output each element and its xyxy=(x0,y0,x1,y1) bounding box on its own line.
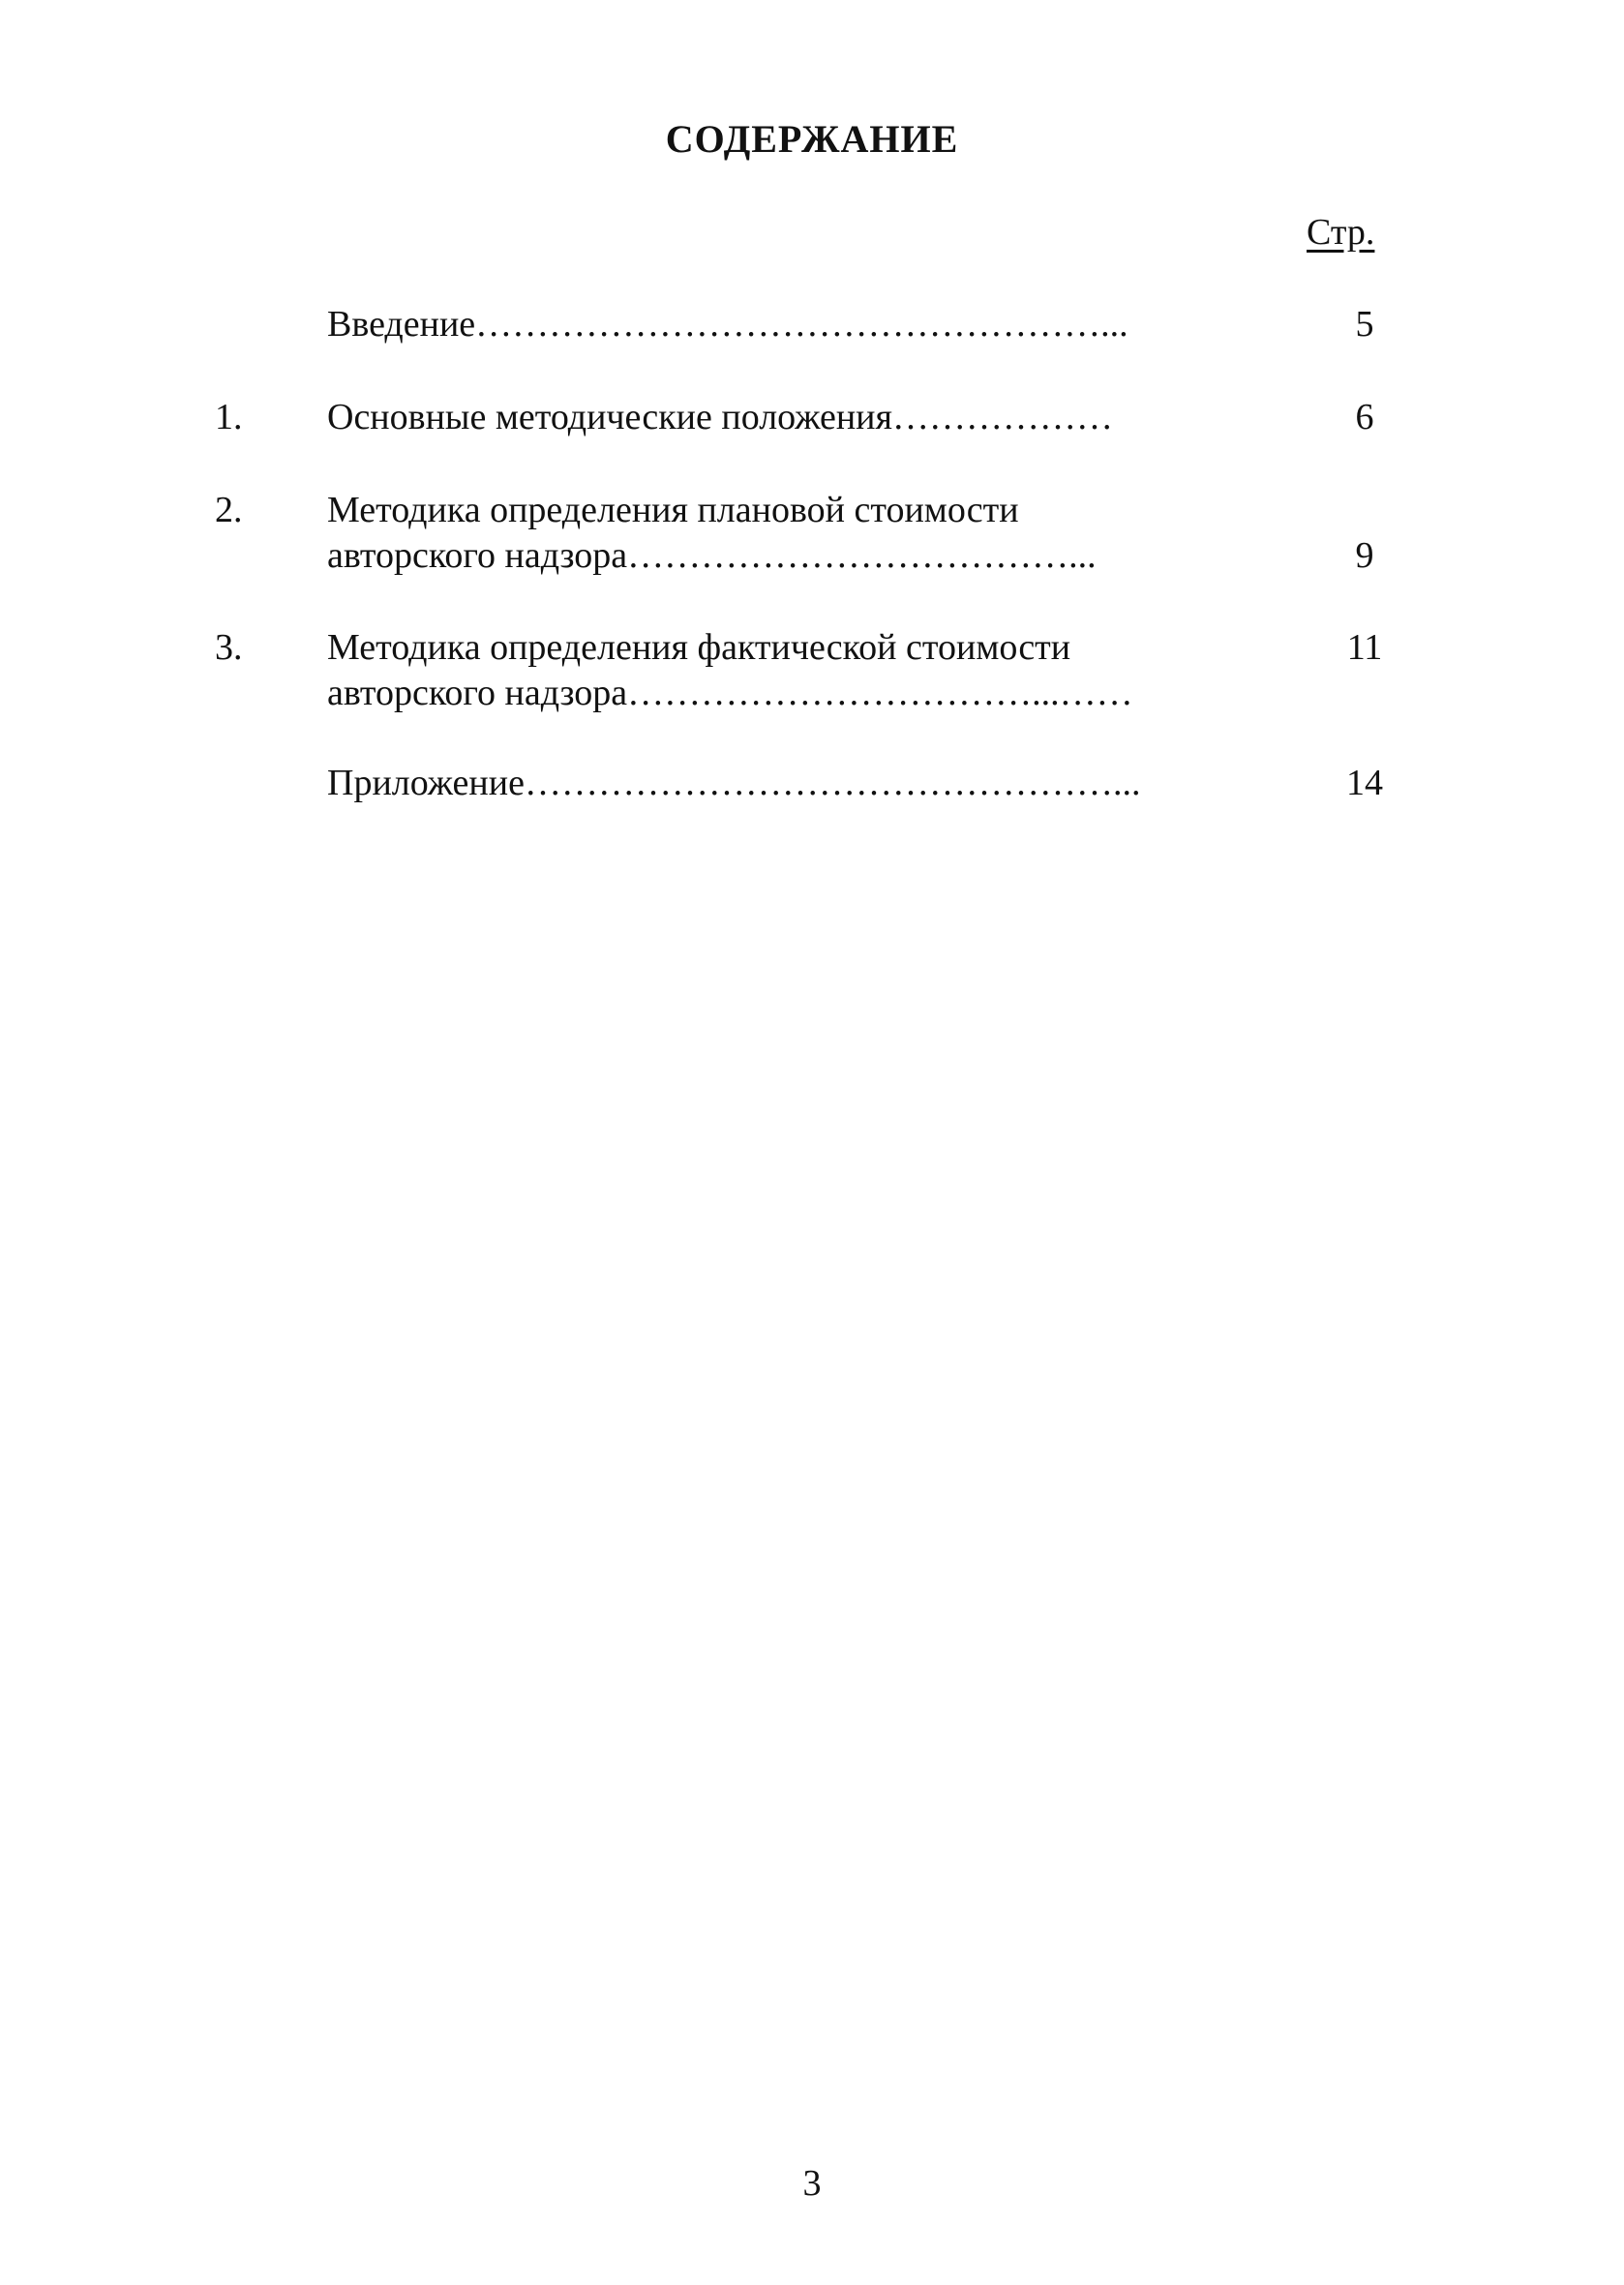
toc-title: СОДЕРЖАНИЕ xyxy=(665,117,959,161)
entry-title: Введение……………………………………………... xyxy=(327,304,1128,345)
entry-number: 1. xyxy=(215,397,243,437)
entry-number: 3. xyxy=(215,627,243,668)
entry-title-continuation: авторского надзора……………………………...…… xyxy=(327,673,1133,713)
entry-title: Методика определения плановой стоимости xyxy=(327,490,1019,530)
toc-entry-2-continuation xyxy=(0,531,1624,580)
entry-number: 2. xyxy=(215,490,243,530)
entry-title: Методика определения фактической стоимости xyxy=(327,627,1071,668)
toc-entry-3-continuation xyxy=(0,669,1624,717)
page-column-header: Стр. xyxy=(1307,212,1375,253)
entry-title: Приложение…………………………………………... xyxy=(327,763,1141,803)
entry-page-number: 14 xyxy=(1346,763,1383,803)
toc-entry-introduction xyxy=(0,300,1624,348)
toc-entry-3 xyxy=(0,623,1624,672)
entry-page-number: 5 xyxy=(1355,304,1374,345)
entry-page-number: 6 xyxy=(1355,397,1374,437)
toc-entry-2 xyxy=(0,486,1624,534)
page-number: 3 xyxy=(802,2163,822,2204)
toc-entry-1 xyxy=(0,393,1624,441)
entry-title-continuation: авторского надзора………………………………... xyxy=(327,535,1097,576)
entry-page-number: 9 xyxy=(1355,535,1374,576)
entry-page-number: 11 xyxy=(1346,627,1383,668)
entry-title: Основные методические положения……………… xyxy=(327,397,1113,437)
toc-entry-appendix xyxy=(0,759,1624,807)
